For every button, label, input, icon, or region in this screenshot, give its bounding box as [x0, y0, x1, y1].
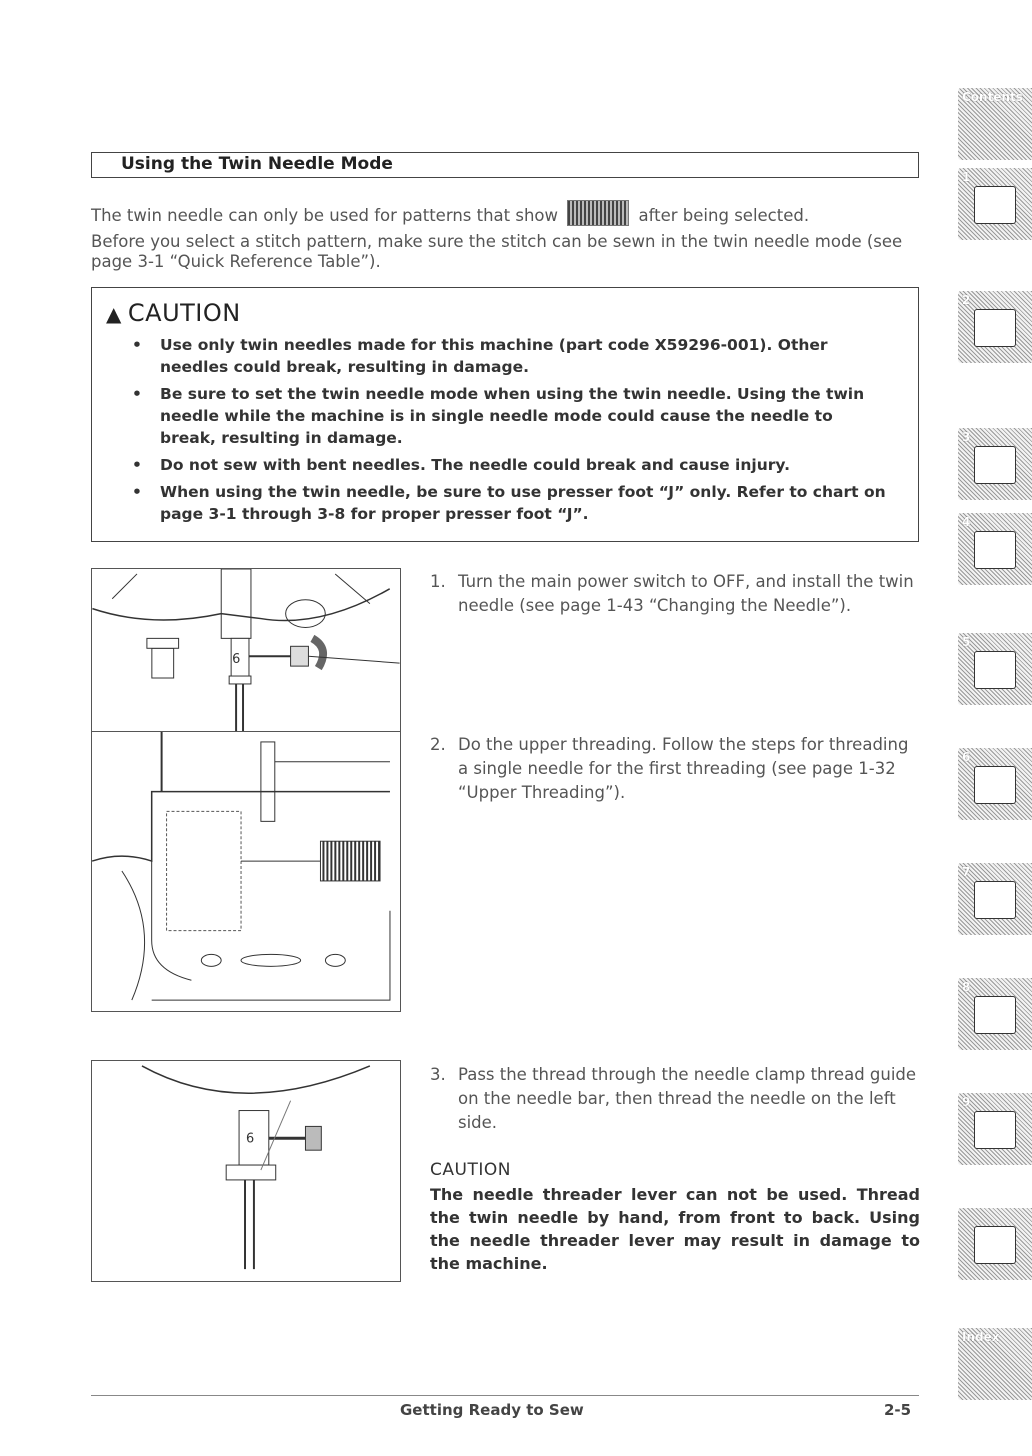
step-text: Pass the thread through the needle clamp thread guide on the needle bar, then thread the needle on the left side. [458, 1065, 917, 1132]
caution-box [91, 287, 919, 542]
tab-chapter-2[interactable] [958, 291, 1032, 363]
step-text: Turn the main power switch to OFF, and install the twin needle (see page 1-43 “Changing the Needle”). [458, 572, 914, 615]
tab-chapter-4[interactable] [958, 513, 1032, 585]
tab-contents[interactable] [958, 88, 1032, 160]
section-title: Using the Twin Needle Mode [121, 154, 393, 174]
tab-label: Contents [962, 90, 1023, 104]
tab-label: 8 [962, 980, 971, 994]
embroidered-shirt-icon [974, 766, 1016, 804]
step-number: 3. [430, 1065, 446, 1084]
page-number: 2-5 [884, 1401, 912, 1419]
step-3 [430, 1063, 920, 1135]
fig1-marker: 6 [232, 652, 241, 668]
tab-label: 1 [962, 170, 971, 184]
letter-shirt-icon [974, 531, 1016, 569]
tab-index[interactable] [958, 1328, 1032, 1400]
twin-needle-mode-icon [567, 200, 629, 226]
footer-rule [91, 1395, 919, 1396]
figure-upper-threading [91, 731, 401, 1012]
embroidery-frame-icon [974, 651, 1016, 689]
intro-line1-a: The twin needle can only be used for patterns that show [91, 206, 559, 225]
caution-2-title: CAUTION [430, 1160, 511, 1180]
section-heading-box [91, 152, 919, 178]
tab-label: 3 [962, 430, 971, 444]
caution-item: • When using the twin needle, be sure to use presser foot “J” only. Refer to chart on page 3-1 through 3-8 for proper presser foot “J”. [126, 481, 886, 525]
edit-shirt-icon [974, 881, 1016, 919]
troubleshooting-icon [974, 1111, 1016, 1149]
tab-label: 7 [962, 865, 971, 879]
footer-title: Getting Ready to Sew [400, 1401, 584, 1419]
tab-chapter-1[interactable] [958, 168, 1032, 240]
thread-guide-illustration [92, 1061, 400, 1281]
maintenance-icon [974, 996, 1016, 1034]
tab-label: 4 [962, 515, 971, 529]
step-2 [430, 733, 920, 805]
caution-list [126, 334, 886, 530]
tab-label: Index [962, 1330, 1000, 1344]
warning-icon: ▲ [106, 302, 122, 326]
caution-item: • Do not sew with bent needles. The needle could break and cause injury. [126, 454, 886, 476]
intro-line1-b: after being selected. [638, 206, 810, 225]
caution-item: • Be sure to set the twin needle mode when using the twin needle. Using the twin needle while the machine is in single needle mode could cause the needle to break, resulting in damage. [126, 383, 886, 449]
tab-chapter-8[interactable] [958, 978, 1032, 1050]
tab-label: 5 [962, 635, 971, 649]
caution-2-text: The needle threader lever can not be used. Thread the twin needle by hand, from front to back. Using the needle threader lever may result in damage to the machine. [430, 1185, 920, 1273]
documents-icon [974, 1226, 1016, 1264]
tab-chapter-6[interactable] [958, 748, 1032, 820]
tab-chapter-9[interactable] [958, 1093, 1032, 1165]
tab-chapter-3[interactable] [958, 428, 1032, 500]
threading-illustration [92, 732, 400, 1011]
tab-appendix[interactable] [958, 1208, 1032, 1280]
tab-chapter-7[interactable] [958, 863, 1032, 935]
caution-heading [106, 299, 241, 327]
shirt-icon [974, 446, 1016, 484]
intro-paragraph-1 [91, 200, 931, 226]
step-1 [430, 570, 920, 618]
sewing-machine-icon [974, 186, 1016, 224]
tab-label: 6 [962, 750, 971, 764]
thread-spool-icon [974, 309, 1016, 347]
step-number: 1. [430, 572, 446, 591]
figure-thread-guide [91, 1060, 401, 1282]
intro-paragraph-2: Before you select a stitch pattern, make sure the stitch can be sewn in the twin needle mode (see page 3-1 “Quick Reference Table”). [91, 232, 903, 271]
step-text: Do the upper threading. Follow the steps for threading a single needle for the first threading (see page 1-32 “Upper Threading”). [458, 735, 909, 802]
caution-item: • Use only twin needles made for this machine (part code X59296-001). Other needles could break, resulting in damage. [126, 334, 886, 378]
caution-title: CAUTION [127, 299, 241, 327]
fig3-marker: 6 [246, 1131, 255, 1147]
step-number: 2. [430, 735, 446, 754]
tab-label: 2 [962, 293, 971, 307]
tab-label: 9 [962, 1095, 971, 1109]
tab-chapter-5[interactable] [958, 633, 1032, 705]
